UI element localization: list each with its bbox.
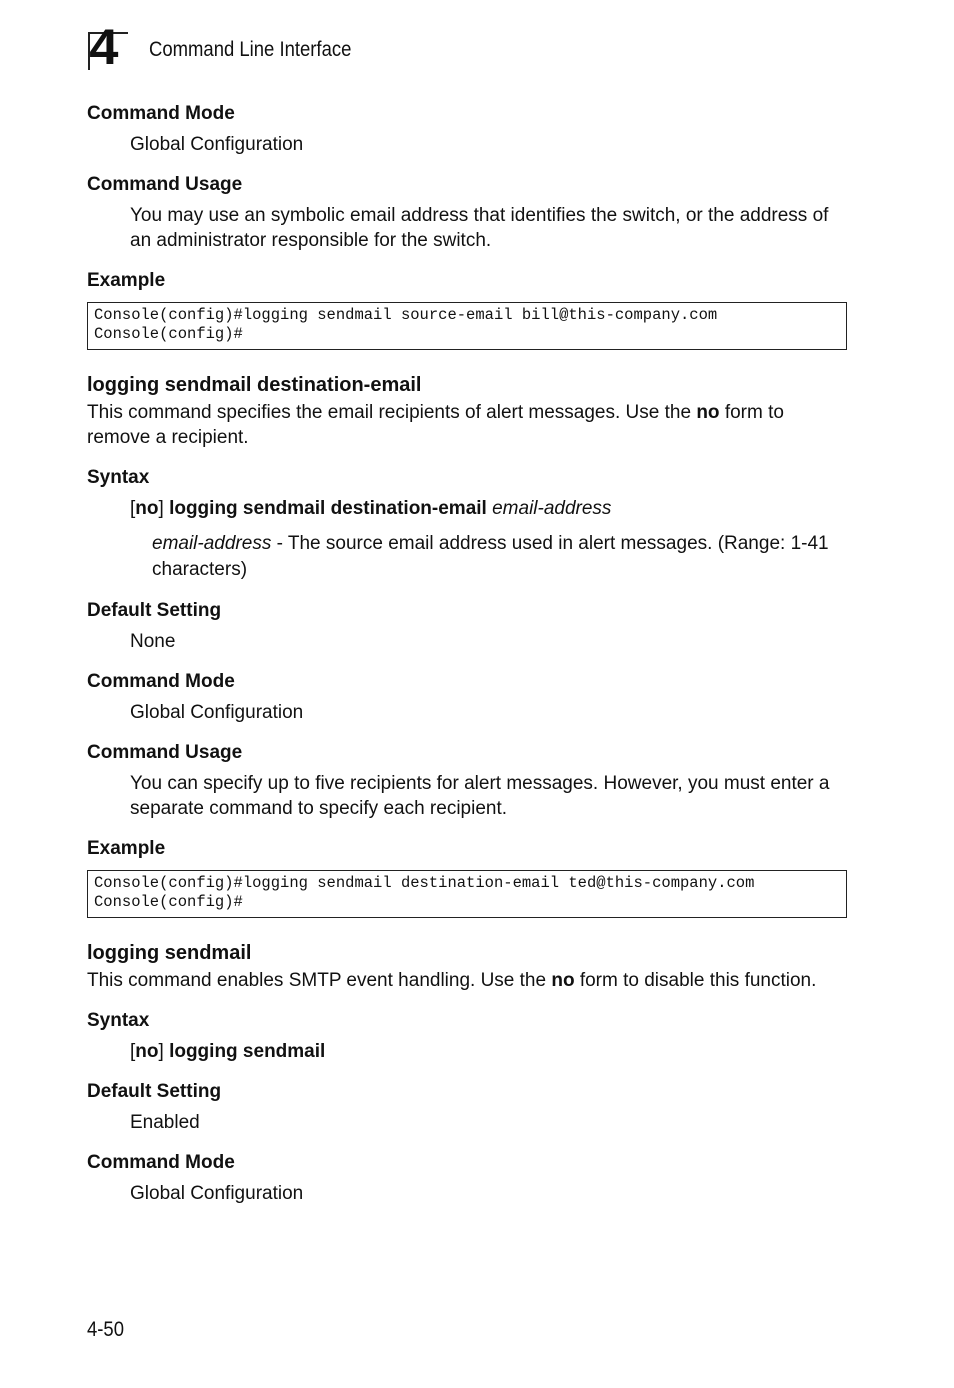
command-heading: logging sendmail destination-email [87, 374, 422, 396]
command-mode-value: Global Configuration [130, 702, 304, 723]
command-usage-label: Command Usage [87, 174, 243, 195]
syntax-bracket: ] [158, 1041, 170, 1062]
command-usage-label: Command Usage [87, 742, 243, 763]
parameter-text: - The source email address used in alert messages. (Range: 1-41 characters) [152, 533, 829, 580]
command-mode-label: Command Mode [87, 1152, 235, 1173]
command-mode-value: Global Configuration [130, 134, 304, 155]
default-setting-label: Default Setting [87, 600, 222, 621]
description-text: This command specifies the email recipients of alert messages. Use the [87, 402, 697, 423]
default-setting-value: None [130, 631, 176, 652]
command-heading: logging sendmail [87, 942, 252, 964]
syntax-label: Syntax [87, 467, 150, 488]
syntax-command: logging sendmail destination-email [169, 498, 487, 519]
page-number: 4-50 [87, 1318, 124, 1341]
description-text: form to remove a recipient. [87, 402, 784, 448]
syntax-bracket: [ [130, 498, 136, 519]
code-line: Console(config)# [94, 325, 243, 343]
default-setting-value: Enabled [130, 1112, 200, 1133]
syntax-bracket: [ [130, 1041, 136, 1062]
page-content [87, 102, 847, 1206]
code-line: Console(config)#logging sendmail source-email bill@this-company.com [94, 306, 718, 324]
description-keyword: no [551, 970, 575, 991]
code-line: Console(config)# [94, 893, 243, 911]
syntax-keyword-no: no [135, 1041, 159, 1062]
chapter-number: 4 [89, 19, 119, 75]
example-code-block [87, 870, 847, 918]
command-mode-value: Global Configuration [130, 1183, 304, 1204]
syntax-line [130, 496, 847, 521]
parameter-description [152, 531, 847, 583]
example-label: Example [87, 270, 166, 291]
command-description [87, 400, 847, 450]
command-usage-text: You may use an symbolic email address that identifies the switch, or the address of an administrator responsible for the switch. [130, 205, 829, 251]
example-label: Example [87, 838, 166, 859]
command-usage-text: You can specify up to five recipients for alert messages. However, you must enter a separate command to specify each recipient. [130, 773, 830, 819]
syntax-command: logging sendmail [169, 1041, 326, 1062]
syntax-line [130, 1039, 847, 1064]
command-mode-label: Command Mode [87, 671, 235, 692]
running-header-title: Command Line Interface [149, 38, 352, 61]
description-text: This command enables SMTP event handling. Use the [87, 970, 552, 991]
command-mode-label: Command Mode [87, 103, 235, 124]
command-description [87, 968, 847, 993]
syntax-bracket: ] [158, 498, 170, 519]
default-setting-label: Default Setting [87, 1081, 222, 1102]
syntax-label: Syntax [87, 1010, 150, 1031]
example-code-block [87, 302, 847, 350]
description-text: form to disable this function. [574, 970, 817, 991]
code-line: Console(config)#logging sendmail destination-email ted@this-company.com [94, 874, 755, 892]
syntax-keyword-no: no [135, 498, 159, 519]
syntax-parameter: email-address [492, 498, 612, 519]
description-keyword: no [696, 402, 720, 423]
parameter-name: email-address [152, 533, 272, 554]
